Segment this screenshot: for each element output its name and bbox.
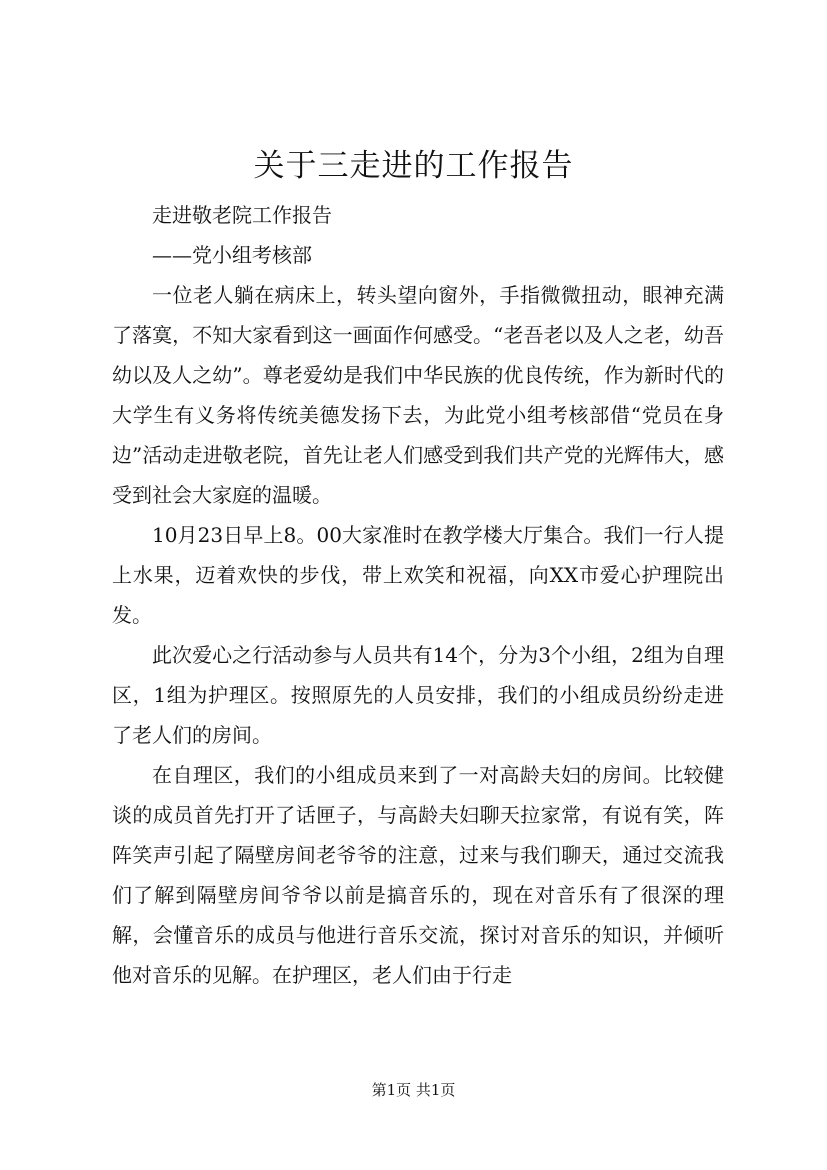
paragraph-self-care-area: 在自理区，我们的小组成员来到了一对高龄夫妇的房间。比较健谈的成员首先打开了话匣子，与高龄夫妇聊天拉家常，有说有笑，阵阵笑声引起了隔壁房间老爷爷的注意，过来与我们聊天，通过交流我们了解到隔壁房间爷爷以前是搞音乐的，现在对音乐有了很深的理解，会懂音乐的成员与他进行音乐交流，探讨对音乐的知识，并倾听他对音乐的见解。在护理区，老人们由于行走 <box>112 763 724 987</box>
paragraph-department: ——党小组考核部 <box>152 243 312 267</box>
document-title: 关于三走进的工作报告 <box>253 148 574 184</box>
page-footer: 第1页 共1页 <box>371 1081 456 1099</box>
paragraph-participants: 此次爱心之行活动参与人员共有14个，分为3个小组，2组为自理区，1组为护理区。按照原先的人员安排，我们的小组成员纷纷走进了老人们的房间。 <box>112 643 724 747</box>
paragraph-departure: 10月23日早上8。00大家准时在教学楼大厅集合。我们一行人提上水果，迈着欢快的步伐，带上欢笑和祝福，向XX市爱心护理院出发。 <box>112 523 724 627</box>
paragraph-subtitle: 走进敬老院工作报告 <box>152 203 332 227</box>
paragraph-intro: 一位老人躺在病床上，转头望向窗外，手指微微扭动，眼神充满了落寞，不知大家看到这一画面作何感受。“老吾老以及人之老，幼吾幼以及人之幼”。尊老爱幼是我们中华民族的优良传统，作为新时代的大学生有义务将传统美德发扬下去，为此党小组考核部借“党员在身边”活动走进敬老院，首先让老人们感受到我们共产党的光辉伟大，感受到社会大家庭的温暖。 <box>112 283 724 507</box>
document-body <box>112 195 724 995</box>
